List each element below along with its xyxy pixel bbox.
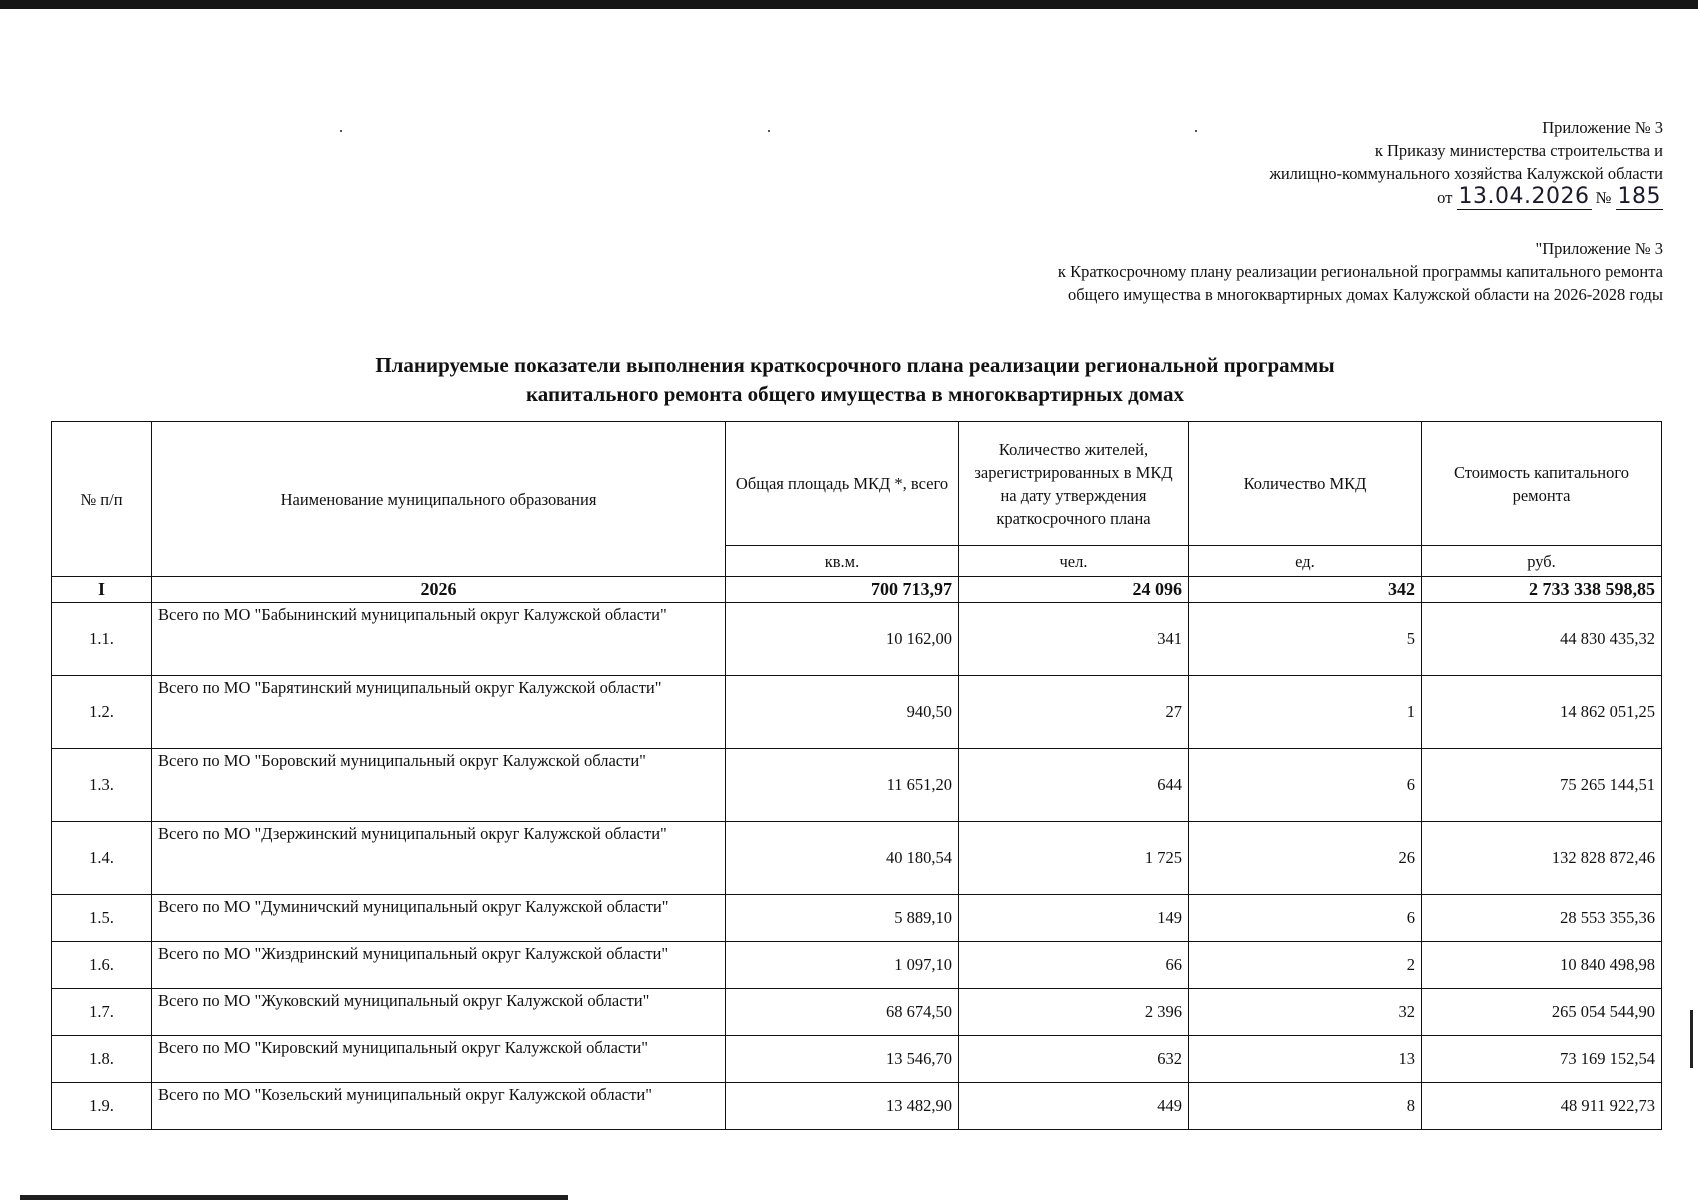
- total-count: 342: [1189, 577, 1422, 603]
- row-residents: 449: [959, 1083, 1189, 1130]
- row-residents: 27: [959, 676, 1189, 749]
- total-year: 2026: [152, 577, 726, 603]
- row-name: Всего по МО "Жиздринский муниципальный округ Калужской области": [152, 942, 726, 989]
- scan-dot: [340, 130, 342, 132]
- title-line: капитального ремонта общего имущества в многоквартирных домах: [526, 382, 1184, 406]
- header-residents: Количество жителей, зарегистрированных в МКД на дату утверждения краткосрочного плана: [959, 422, 1189, 546]
- total-area: 700 713,97: [726, 577, 959, 603]
- order-appendix-header: [1269, 116, 1663, 209]
- row-num: 1.6.: [52, 942, 152, 989]
- order-date-handwritten: 13.04.2026: [1458, 184, 1590, 209]
- table-row: [52, 1083, 1662, 1130]
- order-appendix-line: Приложение № 3: [1542, 118, 1663, 137]
- row-name: Всего по МО "Жуковский муниципальный округ Калужской области": [152, 989, 726, 1036]
- scan-dot: [1195, 130, 1197, 132]
- row-name: Всего по МО "Козельский муниципальный округ Калужской области": [152, 1083, 726, 1130]
- header-area: Общая площадь МКД *, всего: [726, 422, 959, 546]
- scan-bottom-border: [20, 1195, 568, 1200]
- title-line: Планируемые показатели выполнения краткосрочного плана реализации региональной программы: [375, 353, 1335, 377]
- row-residents: 341: [959, 603, 1189, 676]
- row-area: 11 651,20: [726, 749, 959, 822]
- table-row: [52, 749, 1662, 822]
- row-num: 1.8.: [52, 1036, 152, 1083]
- row-num: 1.1.: [52, 603, 152, 676]
- row-num: 1.3.: [52, 749, 152, 822]
- unit-count: ед.: [1189, 546, 1422, 577]
- row-cost: 265 054 544,90: [1422, 989, 1662, 1036]
- row-residents: 1 725: [959, 822, 1189, 895]
- plan-appendix-line: общего имущества в многоквартирных домах Калужской области на 2026-2028 годы: [1068, 285, 1663, 304]
- unit-residents: чел.: [959, 546, 1189, 577]
- table-row: [52, 1036, 1662, 1083]
- row-cost: 10 840 498,98: [1422, 942, 1662, 989]
- row-cost: 48 911 922,73: [1422, 1083, 1662, 1130]
- header-name: Наименование муниципального образования: [152, 422, 726, 577]
- row-name: Всего по МО "Бабынинский муниципальный округ Калужской области": [152, 603, 726, 676]
- row-count: 26: [1189, 822, 1422, 895]
- row-count: 5: [1189, 603, 1422, 676]
- row-residents: 2 396: [959, 989, 1189, 1036]
- row-area: 940,50: [726, 676, 959, 749]
- table-row: [52, 942, 1662, 989]
- table-row: [52, 822, 1662, 895]
- header-cost: Стоимость капитального ремонта: [1422, 422, 1662, 546]
- row-area: 1 097,10: [726, 942, 959, 989]
- row-area: 40 180,54: [726, 822, 959, 895]
- row-name: Всего по МО "Барятинский муниципальный округ Калужской области": [152, 676, 726, 749]
- plan-appendix-header: [1058, 237, 1663, 306]
- row-cost: 73 169 152,54: [1422, 1036, 1662, 1083]
- scan-dot: [768, 130, 770, 132]
- plan-appendix-line: к Краткосрочному плану реализации региональной программы капитального ремонта: [1057, 262, 1663, 281]
- row-cost: 14 862 051,25: [1422, 676, 1662, 749]
- row-area: 13 546,70: [726, 1036, 959, 1083]
- table-row: [52, 676, 1662, 749]
- row-residents: 66: [959, 942, 1189, 989]
- unit-cost: руб.: [1422, 546, 1662, 577]
- row-count: 13: [1189, 1036, 1422, 1083]
- row-cost: 75 265 144,51: [1422, 749, 1662, 822]
- row-area: 10 162,00: [726, 603, 959, 676]
- row-num: 1.2.: [52, 676, 152, 749]
- table-row: [52, 603, 1662, 676]
- indicators-table: [51, 421, 1662, 1130]
- header-count: Количество МКД: [1189, 422, 1422, 546]
- row-num: 1.4.: [52, 822, 152, 895]
- row-cost: 28 553 355,36: [1422, 895, 1662, 942]
- row-name: Всего по МО "Дзержинский муниципальный округ Калужской области": [152, 822, 726, 895]
- row-count: 1: [1189, 676, 1422, 749]
- table-row: [52, 895, 1662, 942]
- scan-edge-mark: [1690, 1010, 1693, 1068]
- total-cost: 2 733 338 598,85: [1422, 577, 1662, 603]
- row-count: 6: [1189, 749, 1422, 822]
- order-appendix-line: жилищно-коммунального хозяйства Калужской области: [1269, 164, 1663, 183]
- plan-appendix-line: "Приложение № 3: [1535, 239, 1663, 258]
- row-count: 2: [1189, 942, 1422, 989]
- row-name: Всего по МО "Думиничский муниципальный округ Калужской области": [152, 895, 726, 942]
- row-num: 1.7.: [52, 989, 152, 1036]
- row-count: 6: [1189, 895, 1422, 942]
- header-num: № п/п: [52, 422, 152, 577]
- row-residents: 632: [959, 1036, 1189, 1083]
- order-date-line: [1269, 185, 1663, 209]
- order-number-handwritten: 185: [1617, 184, 1661, 209]
- total-residents: 24 096: [959, 577, 1189, 603]
- number-prefix: №: [1595, 188, 1612, 207]
- total-row: [52, 577, 1662, 603]
- row-count: 32: [1189, 989, 1422, 1036]
- row-area: 13 482,90: [726, 1083, 959, 1130]
- row-cost: 44 830 435,32: [1422, 603, 1662, 676]
- row-residents: 149: [959, 895, 1189, 942]
- row-name: Всего по МО "Боровский муниципальный округ Калужской области": [152, 749, 726, 822]
- unit-area: кв.м.: [726, 546, 959, 577]
- order-appendix-line: к Приказу министерства строительства и: [1374, 141, 1663, 160]
- document-title: [52, 351, 1658, 409]
- row-num: 1.5.: [52, 895, 152, 942]
- total-num: I: [52, 577, 152, 603]
- scan-top-border: [0, 0, 1698, 9]
- row-cost: 132 828 872,46: [1422, 822, 1662, 895]
- row-area: 5 889,10: [726, 895, 959, 942]
- row-residents: 644: [959, 749, 1189, 822]
- row-count: 8: [1189, 1083, 1422, 1130]
- row-num: 1.9.: [52, 1083, 152, 1130]
- row-area: 68 674,50: [726, 989, 959, 1036]
- row-name: Всего по МО "Кировский муниципальный округ Калужской области": [152, 1036, 726, 1083]
- table-row: [52, 989, 1662, 1036]
- table-header-row: [52, 422, 1662, 546]
- date-prefix: от: [1437, 188, 1453, 207]
